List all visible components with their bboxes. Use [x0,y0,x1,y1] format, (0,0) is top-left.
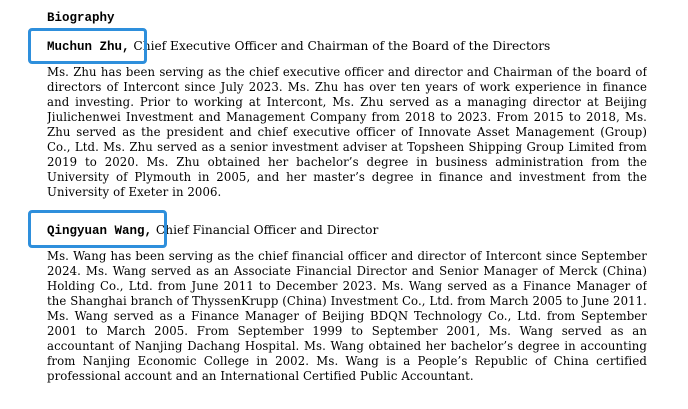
biography-document [47,10,647,399]
section-title: Biography [47,11,115,25]
person-role: Chief Financial Officer and Director [155,223,379,237]
name-highlight-box [28,28,147,64]
person-name: Qingyuan Wang, [47,224,153,238]
name-highlight-box [28,210,167,248]
person-header-wang [47,222,647,238]
person-bio-zhu: Ms. Zhu has been serving as the chief executive officer and director and Chairman of the board of directors of Intercont since July 2023. Ms. Zhu has over ten years of work experience in finance and investing. Prior to working at Intercont, Ms. Zhu served as a managing director at Beijing Jiulichenwei Investment and Management Company from 2018 to 2023. From 2015 to 2018, Ms. Zhu served as the president and chief executive officer of Innovate Asset Management (Group) Co., Ltd. Ms. Zhu served as a senior investment adviser at Topsheen Shipping Group Limited from 2019 to 2020. Ms. Zhu obtained her bachelor’s degree in business administration from the University of Plymouth in 2005, and her master’s degree in finance and investment from the University of Exeter in 2006. [47,65,647,199]
person-name: Muchun Zhu, [47,40,130,54]
person-header-zhu [47,38,647,54]
person-role: Chief Executive Officer and Chairman of the Board of the Directors [133,39,551,53]
person-bio-wang: Ms. Wang has been serving as the chief financial officer and director of Intercont since September 2024. Ms. Wang served as an Associate Financial Director and Senior Manager of Merck (China) Holding Co., Ltd. from June 2011 to December 2023. Ms. Wang served as a Finance Manager of the Shanghai branch of ThyssenKrupp (China) Investment Co., Ltd. from March 2005 to June 2011. Ms. Wang served as a Finance Manager of Beijing BDQN Technology Co., Ltd. from September 2001 to March 2005. From September 1999 to September 2001, Ms. Wang served as an accountant of Nanjing Dachang Hospital. Ms. Wang obtained her bachelor’s degree in accounting from Nanjing Economic College in 2002. Ms. Wang is a People’s Republic of China certified professional account and an International Certified Public Accountant. [47,249,647,383]
